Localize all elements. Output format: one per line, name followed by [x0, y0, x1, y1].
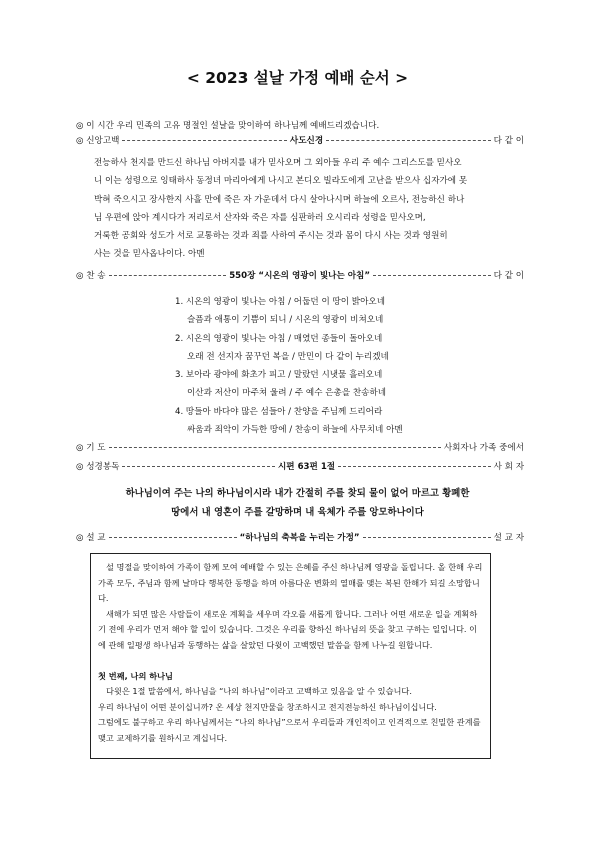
hymn-name: 550장 “시온의 영광이 빛나는 아침” — [229, 271, 371, 281]
dotted-leader — [326, 140, 490, 141]
hymn-line: 싸움과 죄악이 가득한 땅에 / 찬송이 하늘에 사무치네 아멘 — [187, 425, 403, 436]
hymn-label: ◎ 찬 송 — [76, 271, 106, 281]
creed-line: 님 우편에 앉아 계시다가 저리로서 산자와 죽은 자를 심판하러 오시리라 성령을 믿사오며, — [94, 212, 426, 223]
creed-line: 전능하사 천지를 만드신 하나님 아버지를 내가 믿사오며 그 외아들 우리 주 예수 그리스도를 믿사오 — [94, 158, 462, 168]
reading-heading-row — [76, 459, 524, 473]
creed-name: 사도신경 — [289, 136, 324, 146]
dotted-leader — [109, 447, 441, 448]
sermon-paragraph: 새해가 되면 많은 사람들이 새로운 계획을 세우며 각오를 새롭게 합니다. 그러나 어떤 새로운 일을 계획하기 전에 우리가 먼저 해야 할 일이 있습니다. 그것은 우리를 향하신 하나님의 뜻을 찾고 구하는 일입니다. 이에 관해 일평생 하나님과 동행하는 삶을 살았던 다윗이 고백했던 말씀을 함께 나누길 원합니다. — [98, 608, 478, 650]
sermon-leader: 설 교 자 — [493, 533, 525, 543]
hymn-line: 오래 전 선지자 꿈꾸던 복을 / 만민이 다 같이 누리겠네 — [187, 351, 389, 362]
creed-label: ◎ 신앙고백 — [76, 136, 120, 146]
dotted-leader — [363, 537, 491, 538]
sermon-paragraph: 설 명절을 맞이하여 가족이 함께 모여 예배할 수 있는 은혜를 주신 하나님께 영광을 돌립니다. 올 한해 우리 가족 모두, 주님과 함께 날마다 행복한 동행을 하며 아름다운 변화의 열매를 맺는 복된 한해가 되길 소망합니다. — [98, 562, 483, 604]
prayer-heading-row — [76, 440, 524, 454]
page-title: < 2023 설날 가정 예배 순서 > — [186, 69, 409, 87]
reading-leader: 사 회 자 — [493, 462, 525, 472]
sermon-heading-row — [76, 530, 524, 544]
hymn-leader: 다 같 이 — [493, 271, 524, 281]
dotted-leader — [122, 466, 275, 467]
hymn-line: 4. 땅들아 바다야 많은 섬들아 / 찬양을 주님께 드리어라 — [175, 406, 383, 417]
prayer-leader: 사회자나 가족 중에서 — [443, 443, 524, 453]
hymn-line: 1. 시온의 영광이 빛나는 아침 / 어둡던 이 땅이 밝아오네 — [175, 297, 386, 307]
creed-heading-row — [76, 133, 524, 147]
apostles-creed-text — [94, 154, 519, 264]
sermon-text-box — [90, 553, 491, 759]
bible-verse-line: 땅에서 내 영혼이 주를 갈망하며 내 육체가 주를 앙모하나이다 — [171, 507, 424, 518]
intro-text: ◎ 이 시간 우리 민족의 고유 명절인 설날을 맞이하여 하나님께 예배드리겠습니다. — [76, 121, 380, 131]
bible-verse — [0, 484, 595, 522]
sermon-paragraph: 다윗은 1절 말씀에서, 하나님을 “나의 하나님”이라고 고백하고 있음을 알 수 있습니다. — [106, 686, 412, 697]
hymn-heading-row — [76, 268, 524, 282]
bible-verse-line: 하나님이여 주는 나의 하나님이시라 내가 간절히 주를 찾되 물이 없어 마르고 황폐한 — [125, 488, 470, 499]
sermon-section-title: 첫 번째, 나의 하나님 — [98, 670, 173, 681]
creed-leader: 다 같 이 — [493, 136, 524, 146]
hymn-line: 슬픔과 애통이 기쁨이 되니 / 시온의 영광이 비쳐오네 — [187, 315, 384, 326]
sermon-label: ◎ 설 교 — [76, 533, 106, 543]
creed-line: 박혀 죽으시고 장사한지 사흘 만에 죽은 자 가운데서 다시 살아나시며 하늘에 오르사, 전능하신 하나 — [94, 194, 465, 205]
hymn-line: 이산과 저산이 마주쳐 울려 / 주 예수 은총을 찬송하네 — [187, 388, 387, 399]
dotted-leader — [122, 140, 286, 141]
dotted-leader — [373, 275, 491, 276]
hymn-line: 3. 보아라 광야에 화초가 피고 / 말랐던 시냇물 흘러오네 — [175, 370, 383, 381]
sermon-paragraph: 우리 하나님이 어떤 분이십니까? 온 세상 천지만물을 창조하시고 전지전능하신 하나님이십니다. — [98, 701, 437, 712]
dotted-leader — [109, 537, 237, 538]
hymn-lyrics — [175, 293, 403, 439]
dotted-leader — [109, 275, 227, 276]
sermon-paragraph: 그럼에도 불구하고 우리 하나님께서는 “나의 하나님”으로서 우리들과 개인적이고 인격적으로 친밀한 관계를 맺고 교제하기를 원하시고 계십니다. — [98, 717, 481, 743]
prayer-label: ◎ 기 도 — [76, 443, 106, 453]
hymn-line: 2. 시온의 영광이 빛나는 아침 / 매였던 종들이 돌아오네 — [175, 333, 383, 344]
creed-line: 거룩한 공회와 성도가 서로 교통하는 것과 죄를 사하여 주시는 것과 몸이 다시 사는 것과 영원히 — [94, 231, 448, 242]
reading-name: 시편 63편 1절 — [277, 462, 336, 472]
sermon-name: “하나님의 축복을 누리는 가정” — [239, 533, 360, 543]
dotted-leader — [338, 466, 491, 467]
creed-line: 니 이는 성령으로 잉태하사 동정녀 마리아에게 나시고 본디오 빌라도에게 고난을 받으사 십자가에 못 — [94, 176, 468, 187]
reading-label: ◎ 성경봉독 — [76, 462, 120, 472]
creed-line: 사는 것을 믿사옵나이다. 아멘 — [94, 249, 205, 260]
